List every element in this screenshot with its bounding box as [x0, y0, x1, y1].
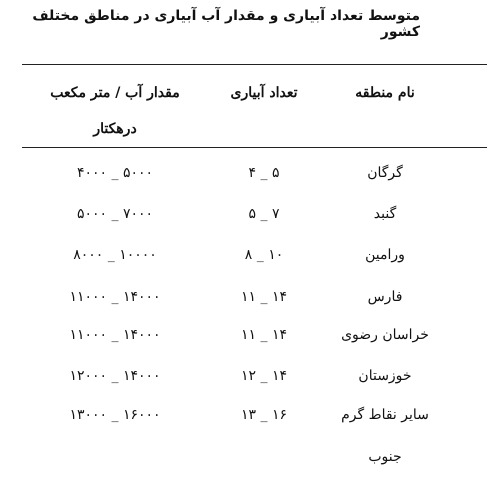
row-count: ۷ _ ۵ [248, 206, 280, 222]
row-region: فارس [367, 289, 403, 305]
row-region: گرگان [367, 165, 403, 181]
row-water: ۱۴۰۰۰ _ ۱۱۰۰۰ [69, 327, 161, 343]
header-region: نام منطقه [355, 85, 415, 101]
header-count: تعداد آبیاری [230, 85, 298, 101]
row-count: ۱۰ _ ۸ [244, 247, 284, 263]
row-region-continuation: جنوب [368, 449, 402, 465]
row-count: ۱۴ _ ۱۱ [241, 289, 287, 305]
table-title: متوسط تعداد آبیاری و مقدار آب آبیاری در مناطق مختلف کشور [32, 8, 420, 40]
row-region: سایر نقاط گرم [341, 407, 429, 423]
row-region: گنبد [373, 206, 397, 222]
row-count: ۵ _ ۴ [248, 165, 280, 181]
row-water: ۱۴۰۰۰ _ ۱۱۰۰۰ [69, 289, 161, 305]
row-region: خوزستان [358, 368, 412, 384]
row-region: خراسان رضوی [341, 327, 429, 343]
row-region: ورامین [365, 247, 405, 263]
header-water: مقدار آب / متر مکعب [50, 85, 180, 101]
table-top-rule [22, 64, 487, 65]
row-count: ۱۴ _ ۱۱ [241, 327, 287, 343]
row-count: ۱۶ _ ۱۳ [241, 407, 287, 423]
row-water: ۱۰۰۰۰ _ ۸۰۰۰ [73, 247, 157, 263]
row-water: ۱۴۰۰۰ _ ۱۲۰۰۰ [69, 368, 161, 384]
row-count: ۱۴ _ ۱۲ [241, 368, 287, 384]
row-water: ۵۰۰۰ _ ۴۰۰۰ [76, 165, 154, 181]
row-water: ۱۶۰۰۰ _ ۱۳۰۰۰ [69, 407, 161, 423]
header-water-unit: درهکتار [93, 121, 137, 137]
row-water: ۷۰۰۰ _ ۵۰۰۰ [76, 206, 154, 222]
header-bottom-rule [22, 147, 487, 148]
